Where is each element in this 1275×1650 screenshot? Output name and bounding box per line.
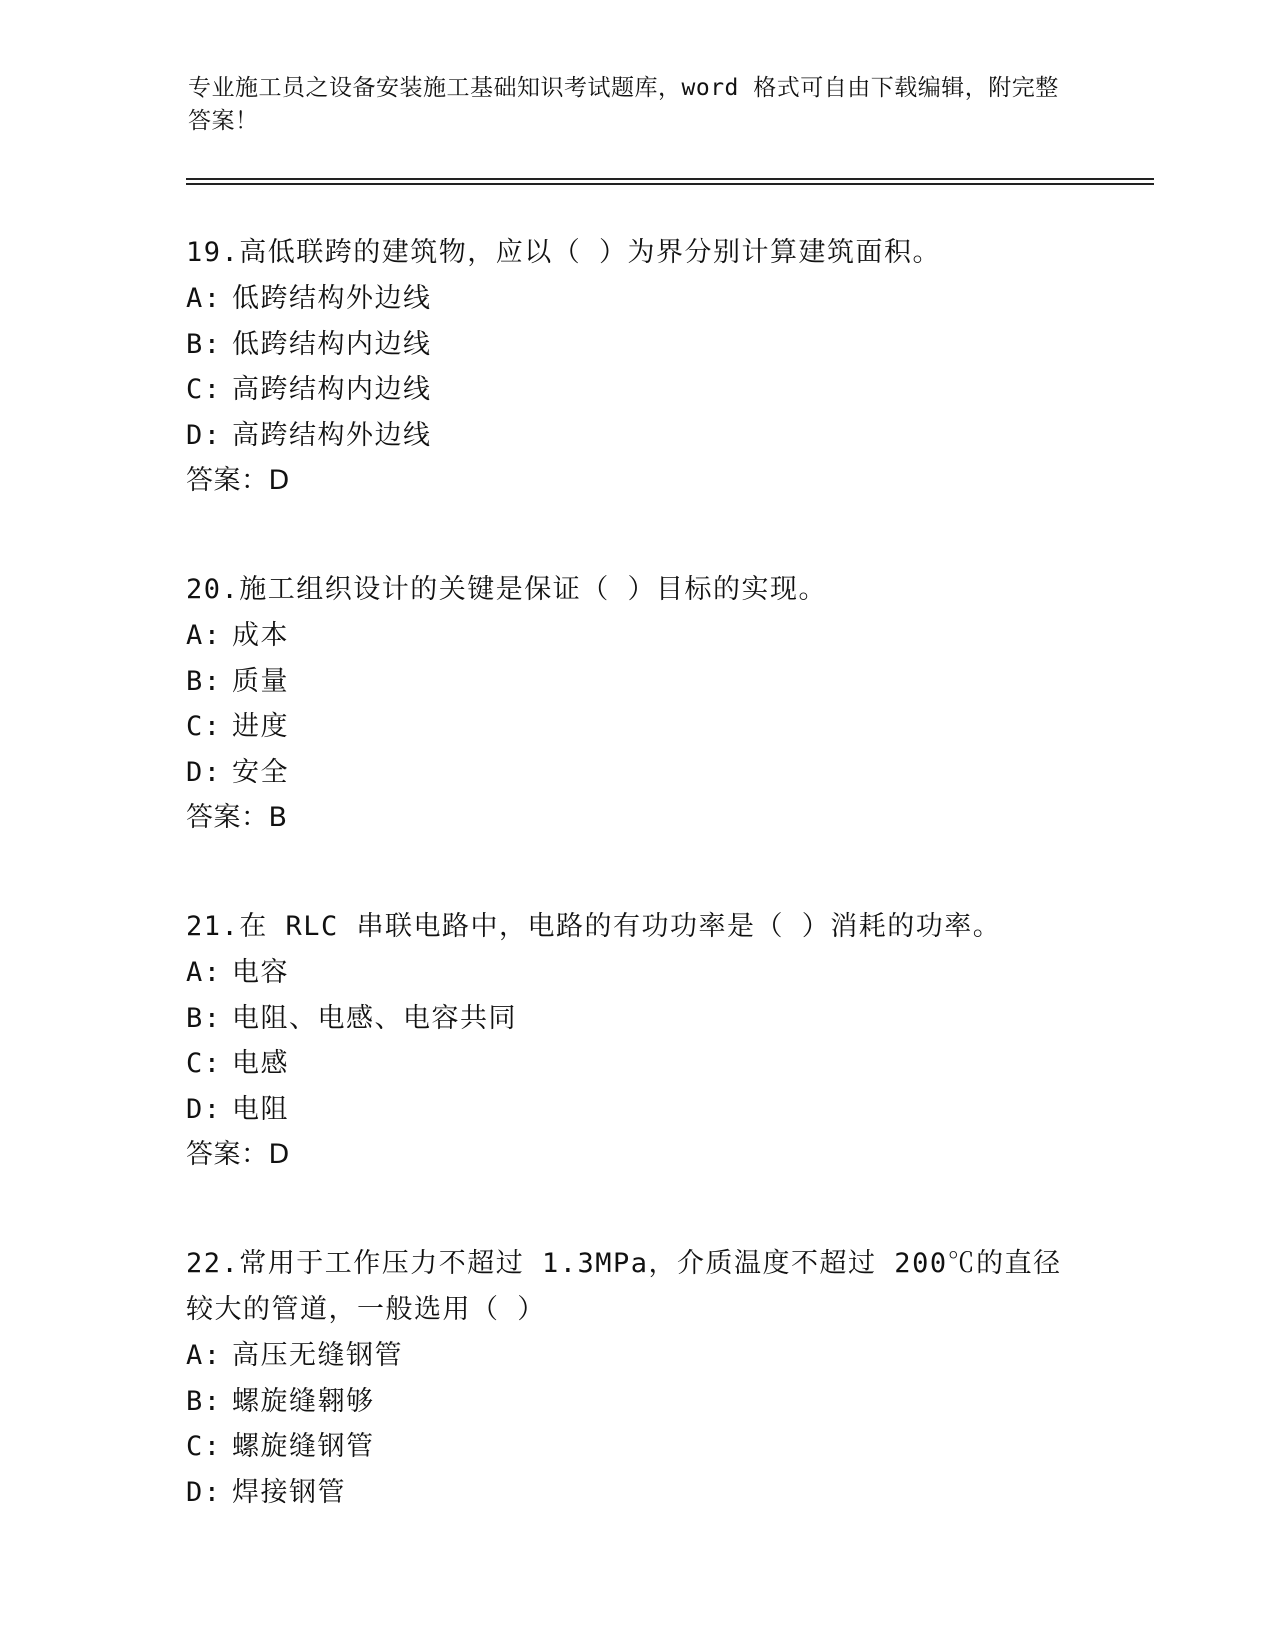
option-key: C: — [186, 711, 222, 742]
question-22 — [186, 1241, 1086, 1515]
option-key: A: — [186, 620, 222, 651]
option-text: 电阻 — [232, 1093, 289, 1125]
option-text: 高跨结构外边线 — [232, 419, 432, 451]
option-key: D: — [186, 419, 222, 451]
question-list — [186, 230, 1086, 1578]
option-a — [186, 613, 1086, 659]
option-text: 低跨结构内边线 — [232, 328, 432, 360]
option-b — [186, 996, 1086, 1042]
option-key: A: — [186, 1340, 222, 1371]
option-c — [186, 1424, 1086, 1470]
option-d — [186, 1087, 1086, 1133]
question-stem: 21.在 RLC 串联电路中，电路的有功功率是（ ）消耗的功率。 — [186, 911, 1002, 942]
option-text: 螺旋缝翱够 — [232, 1385, 375, 1417]
option-text: 质量 — [232, 665, 289, 697]
option-text: 成本 — [232, 620, 289, 651]
answer-line: 答案：B — [186, 802, 288, 833]
option-key: D: — [186, 1093, 222, 1125]
question-21 — [186, 904, 1086, 1178]
option-text: 电阻、电感、电容共同 — [232, 1002, 517, 1034]
option-text: 进度 — [232, 711, 289, 742]
question-stem: 20.施工组织设计的关键是保证（ ）目标的实现。 — [186, 574, 828, 605]
option-a — [186, 950, 1086, 996]
option-d — [186, 413, 1086, 459]
question-19 — [186, 230, 1086, 504]
option-key: C: — [186, 374, 222, 405]
header-divider-top — [186, 178, 1154, 180]
option-text: 低跨结构外边线 — [232, 283, 432, 314]
option-a — [186, 1333, 1086, 1379]
option-text: 电容 — [232, 957, 289, 988]
answer-line: 答案：D — [186, 1139, 290, 1170]
option-a — [186, 276, 1086, 322]
question-stem: 19.高低联跨的建筑物，应以（ ）为界分别计算建筑面积。 — [186, 237, 942, 268]
option-text: 安全 — [232, 756, 289, 788]
option-key: B: — [186, 328, 222, 360]
option-b — [186, 659, 1086, 705]
option-key: B: — [186, 1002, 222, 1034]
option-key: C: — [186, 1431, 222, 1462]
option-text: 高跨结构内边线 — [232, 374, 432, 405]
document-header: 专业施工员之设备安装施工基础知识考试题库，word 格式可自由下载编辑，附完整答案！ — [188, 75, 1059, 134]
option-d — [186, 1470, 1086, 1516]
question-20 — [186, 567, 1086, 841]
option-c — [186, 367, 1086, 413]
option-b — [186, 322, 1086, 368]
option-key: D: — [186, 756, 222, 788]
option-text: 高压无缝钢管 — [232, 1340, 403, 1371]
question-stem: 22.常用于工作压力不超过 1.3MPa，介质温度不超过 200℃的直径较大的管道，一般选用（ ） — [186, 1248, 1062, 1325]
option-d — [186, 750, 1086, 796]
option-key: A: — [186, 283, 222, 314]
option-key: B: — [186, 1385, 222, 1417]
option-key: D: — [186, 1476, 222, 1508]
answer-line: 答案：D — [186, 465, 290, 496]
option-text: 螺旋缝钢管 — [232, 1431, 375, 1462]
header-divider-bottom — [186, 183, 1154, 185]
option-key: B: — [186, 665, 222, 697]
option-c — [186, 1041, 1086, 1087]
option-text: 电感 — [232, 1048, 289, 1079]
option-text: 焊接钢管 — [232, 1476, 346, 1508]
option-key: C: — [186, 1048, 222, 1079]
option-b — [186, 1379, 1086, 1425]
option-c — [186, 704, 1086, 750]
option-key: A: — [186, 957, 222, 988]
